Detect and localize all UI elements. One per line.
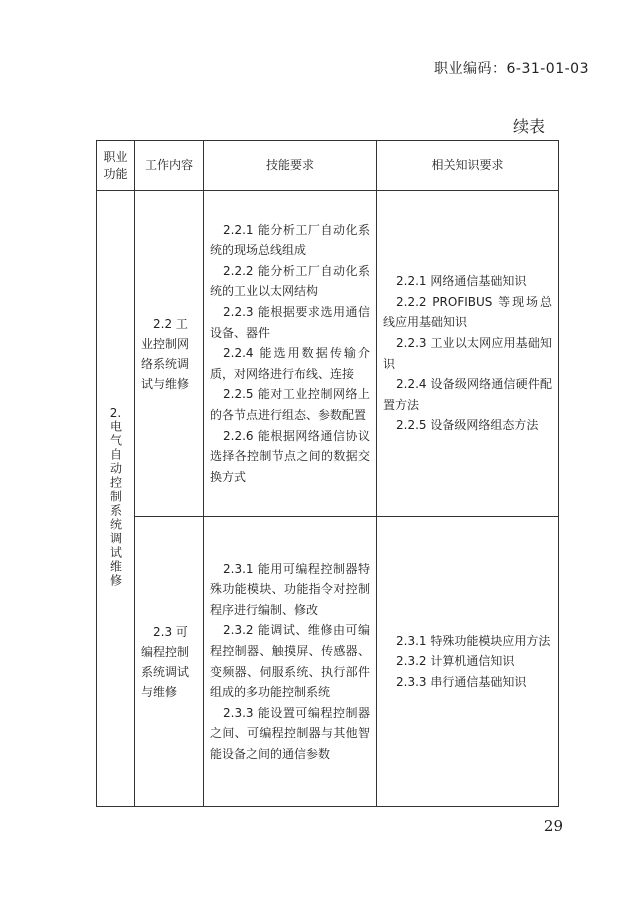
skill-item: 2.3.3 能设置可编程控制器之间、可编程控制器与其他智能设备之间的通信参数 — [210, 705, 370, 761]
work-content-cell: 2.2 工业控制网络系统调试与维修 — [135, 191, 204, 517]
skill-item: 2.3.2 能调试、维修由可编程控制器、触摸屏、传感器、变频器、伺服系统、执行部件组成的多功能控制系统 — [210, 623, 370, 700]
skill-requirements-cell — [204, 517, 377, 807]
knowledge-item: 2.2.1 网络通信基础知识 — [396, 274, 527, 289]
skill-item: 2.2.4 能选用数据传输介质，对网络进行布线、连接 — [210, 346, 370, 381]
table-row — [97, 191, 559, 517]
column-header-knowledge-requirements: 相关知识要求 — [377, 141, 559, 191]
knowledge-item: 2.2.2 PROFIBUS 等现场总线应用基础知识 — [383, 294, 552, 330]
skill-standard-table — [96, 140, 559, 807]
skill-item: 2.2.5 能对工业控制网络上的各节点进行组态、参数配置 — [210, 387, 370, 422]
skill-requirements-cell — [204, 191, 377, 517]
work-content-cell: 2.3 可编程控制系统调试与维修 — [135, 517, 204, 807]
occupation-code: 职业编码：6-31-01-03 — [433, 61, 589, 77]
skill-item: 2.2.3 能根据要求选用通信设备、器件 — [210, 305, 370, 340]
knowledge-requirements-cell — [377, 191, 559, 517]
function-cell — [97, 191, 135, 807]
page-number: 29 — [543, 817, 563, 835]
knowledge-item: 2.2.3 工业以太网应用基础知识 — [383, 335, 552, 371]
knowledge-item: 2.2.4 设备级网络通信硬件配置方法 — [383, 377, 552, 412]
continued-table-label: 续表 — [512, 117, 545, 136]
knowledge-item: 2.3.3 串行通信基础知识 — [396, 674, 527, 689]
knowledge-requirements-cell — [377, 517, 559, 807]
function-name: 电气自动控制系统调试维修 — [108, 419, 123, 588]
skill-item: 2.3.1 能用可编程控制器特殊功能模块、功能指令对控制程序进行编制、修改 — [210, 561, 370, 617]
skill-item: 2.2.1 能分析工厂自动化系统的现场总线组成 — [210, 222, 370, 258]
skill-item: 2.2.6 能根据网络通信协议选择各控制节点之间的数据交换方式 — [210, 428, 370, 484]
knowledge-item: 2.3.2 计算机通信知识 — [396, 654, 515, 669]
column-header-work-content: 工作内容 — [135, 141, 204, 191]
column-header-function: 职业 功能 — [97, 141, 135, 191]
column-header-skill-requirements: 技能要求 — [204, 141, 377, 191]
table-row — [97, 517, 559, 807]
knowledge-item: 2.3.1 特殊功能模块应用方法 — [396, 633, 551, 648]
table-header-row — [97, 141, 559, 191]
knowledge-item: 2.2.5 设备级网络组态方法 — [396, 418, 539, 433]
function-number: 2. — [109, 405, 122, 420]
skill-item: 2.2.2 能分析工厂自动化系统的工业以太网结构 — [210, 263, 370, 299]
